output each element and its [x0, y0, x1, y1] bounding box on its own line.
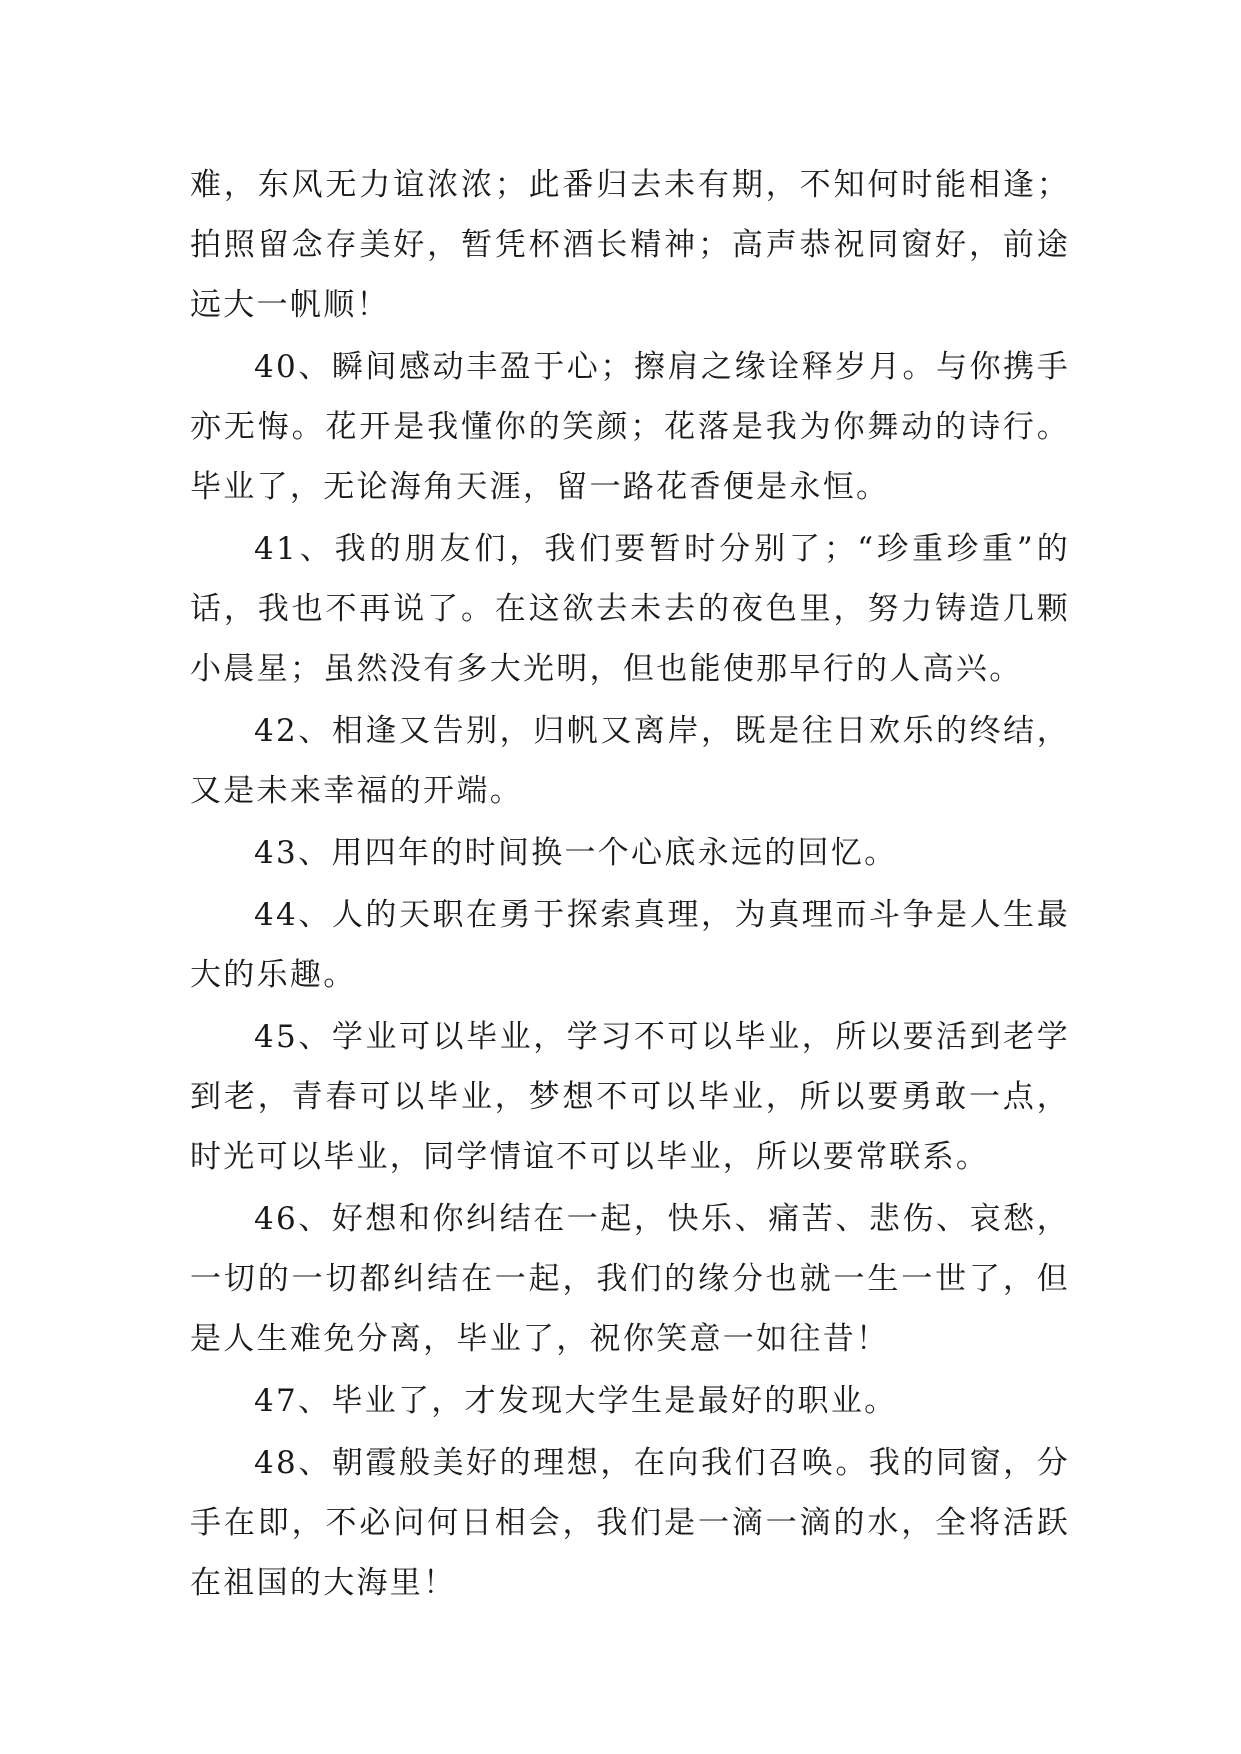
- paragraph-45: 45、学业可以毕业，学习不可以毕业，所以要活到老学到老，青春可以毕业，梦想不可以毕业，所以要勇敢一点，时光可以毕业，同学情谊不可以毕业，所以要常联系。: [190, 1019, 1070, 1175]
- paragraph-46: 46、好想和你纠结在一起，快乐、痛苦、悲伤、哀愁，一切的一切都纠结在一起，我们的缘分也就一生一世了，但是人生难免分离，毕业了，祝你笑意一如往昔！: [190, 1201, 1070, 1357]
- paragraph-43: 43、用四年的时间换一个心底永远的回忆。: [254, 835, 898, 871]
- paragraph-42: 42、相逢又告别，归帆又离岸，既是往日欢乐的终结，又是未来幸福的开端。: [190, 713, 1070, 809]
- paragraph-48: 48、朝霞般美好的理想，在向我们召唤。我的同窗，分手在即，不必问何日相会，我们是一滴一滴的水，全将活跃在祖国的大海里！: [190, 1445, 1070, 1601]
- document-body: [190, 155, 1070, 1615]
- paragraph-47: 47、毕业了，才发现大学生是最好的职业。: [254, 1383, 898, 1419]
- paragraph-40: 40、瞬间感动丰盈于心；擦肩之缘诠释岁月。与你携手亦无悔。花开是我懂你的笑颜；花落是我为你舞动的诗行。毕业了，无论海角天涯，留一路花香便是永恒。: [190, 349, 1070, 505]
- paragraph-44: 44、人的天职在勇于探索真理，为真理而斗争是人生最大的乐趣。: [190, 897, 1070, 993]
- paragraph-continuation: 难，东风无力谊浓浓；此番归去未有期，不知何时能相逢；拍照留念存美好，暂凭杯酒长精神；高声恭祝同窗好，前途远大一帆顺！: [190, 167, 1070, 323]
- paragraph-41: 41、我的朋友们，我们要暂时分别了；“珍重珍重”的话，我也不再说了。在这欲去未去的夜色里，努力铸造几颗小晨星；虽然没有多大光明，但也能使那早行的人高兴。: [190, 531, 1070, 687]
